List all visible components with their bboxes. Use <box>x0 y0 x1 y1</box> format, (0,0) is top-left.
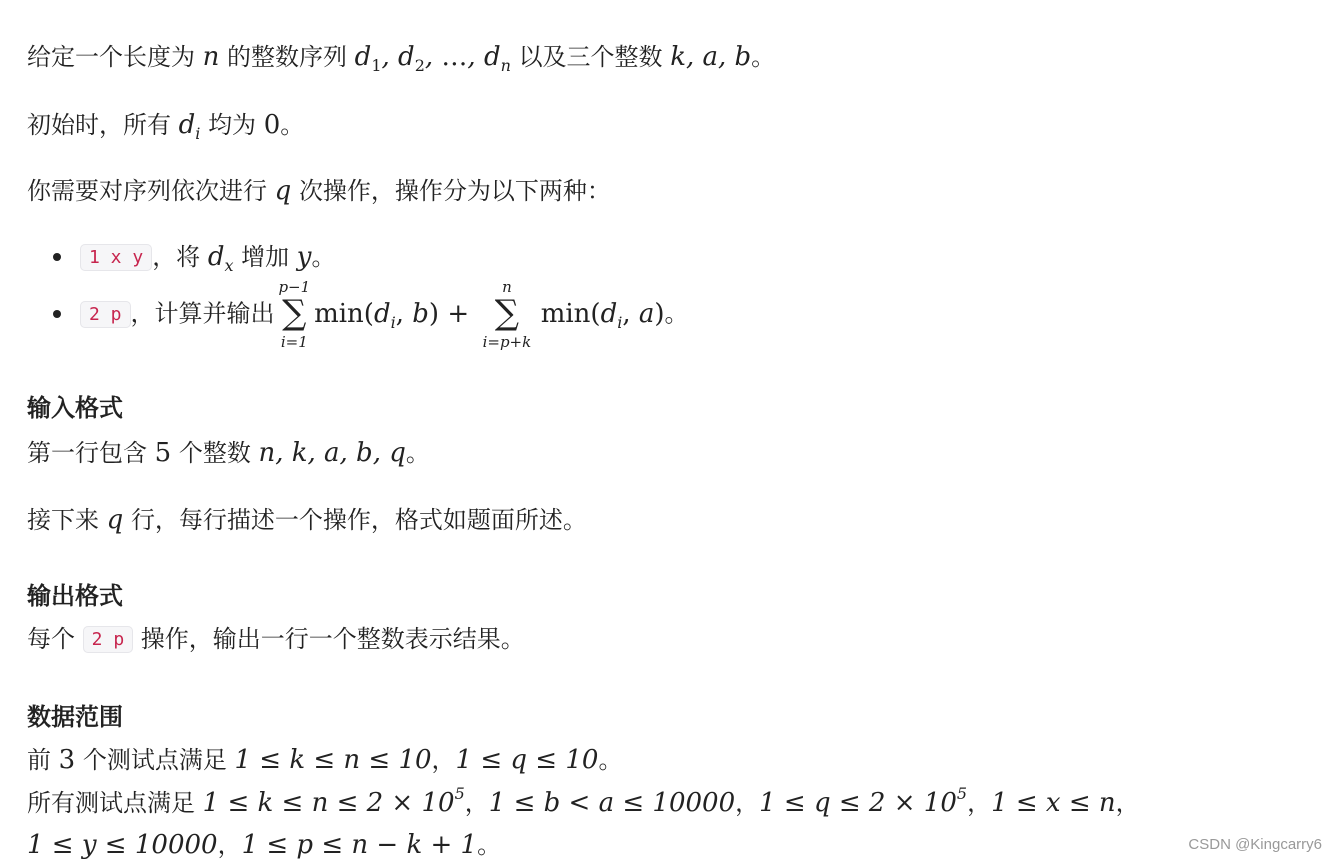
text: ， <box>967 789 992 817</box>
math-expr: 1 ≤ q ≤ 10 <box>455 745 599 775</box>
math-expr: 1 ≤ y ≤ 10000 <box>27 830 218 860</box>
math-vars: n, k, a, b, q <box>258 438 406 468</box>
math-sequence: $d_1$, $d_2$, …, $d_n$ <box>354 42 511 75</box>
code-op1: 1 x y <box>80 244 152 271</box>
math-exp: 5 <box>956 784 968 803</box>
watermark: CSDN @Kingcarry6 <box>1188 836 1322 853</box>
text: 。 <box>751 43 776 71</box>
sum-lower: i=1 <box>280 333 308 351</box>
math-zero: 0 <box>263 110 281 140</box>
text: 。 <box>477 831 502 859</box>
text: 。 <box>280 111 305 139</box>
code-op2: 2 p <box>83 626 134 653</box>
sum-2: n ∑ i=p+k <box>495 296 519 333</box>
text: 个测试点满足 <box>82 746 227 774</box>
math-n: n <box>202 42 220 72</box>
text: 。 <box>664 299 689 328</box>
math-expr: 1 ≤ b < a ≤ 10000 <box>488 788 736 818</box>
min-label: min <box>314 298 364 329</box>
text: 给定一个长度为 <box>27 43 195 71</box>
text: 次操作，操作分为以下两种： <box>298 177 611 205</box>
text: 初始时，所有 <box>27 111 171 139</box>
math-min-2: $\min(d_i$, a) <box>540 298 665 332</box>
sum-lower: i=p+k <box>482 333 532 351</box>
text: 所有测试点满足 <box>27 789 195 817</box>
input-line-1 <box>27 440 430 466</box>
input-line-2 <box>27 507 587 533</box>
math-part: 1 ≤ q ≤ 2 × 10 <box>759 788 957 818</box>
text: 增加 <box>241 243 290 271</box>
output-line <box>27 627 525 651</box>
heading-output: 输出格式 <box>27 582 123 610</box>
range-line-3 <box>27 832 501 858</box>
text: 。 <box>405 439 430 467</box>
math-three: 3 <box>58 745 76 775</box>
text: 以及三个整数 <box>518 43 663 71</box>
sum-1: p−1 ∑ i=1 <box>282 296 306 333</box>
text: 。 <box>311 243 336 271</box>
text: 均为 <box>208 111 257 139</box>
math-dots: … <box>441 42 468 72</box>
math-min-1: $\min(d_i$, b) + <box>314 298 470 332</box>
text: 操作，输出一行一个整数表示结果。 <box>140 625 525 653</box>
text: 。 <box>598 746 623 774</box>
text: ， <box>735 789 760 817</box>
operation-2 <box>80 278 689 351</box>
sum-upper: p−1 <box>278 278 311 296</box>
range-line-2 <box>27 784 1140 818</box>
math-y: y <box>296 242 312 272</box>
text: ， <box>1115 789 1140 817</box>
text: 你需要对序列依次进行 <box>27 177 267 205</box>
math-expr <box>759 784 968 818</box>
paragraph-initial <box>27 110 305 143</box>
heading-input: 输入格式 <box>27 394 123 422</box>
operation-1 <box>80 242 336 275</box>
math-expr: 1 ≤ p ≤ n − k + 1 <box>241 830 478 860</box>
math-part: 1 ≤ k ≤ n ≤ 2 × 10 <box>202 788 455 818</box>
bullet-icon <box>53 310 61 318</box>
min-label: min <box>540 298 591 329</box>
code-op2: 2 p <box>80 301 131 328</box>
math-exp: 5 <box>454 784 465 803</box>
math-expr <box>202 784 465 818</box>
text: 的整数序列 <box>227 43 348 71</box>
math-di: $d_i$ <box>178 110 201 143</box>
math-expr: 1 ≤ k ≤ n ≤ 10 <box>234 745 432 775</box>
math-expr: 1 ≤ x ≤ n <box>991 788 1116 818</box>
text: 接下来 <box>27 506 99 534</box>
math-q: q <box>274 176 292 206</box>
paragraph-intro <box>27 42 776 75</box>
math-q: q <box>106 505 124 535</box>
math-five: 5 <box>154 438 172 468</box>
text: 每个 <box>27 625 75 653</box>
paragraph-ops <box>27 178 611 204</box>
text: ，将 <box>152 243 201 271</box>
text: ， <box>464 789 489 817</box>
range-line-1 <box>27 747 622 773</box>
text: 第一行包含 <box>27 439 147 467</box>
text: ，计算并输出 <box>130 299 275 328</box>
math-dx: $d_x$ <box>207 242 234 275</box>
math-kab: k, a, b <box>670 42 752 72</box>
heading-range: 数据范围 <box>27 703 123 731</box>
text: ， <box>217 831 242 859</box>
sum-upper: n <box>502 278 512 296</box>
text: 前 <box>27 746 51 774</box>
text: ， <box>431 746 456 774</box>
bullet-icon <box>53 253 61 261</box>
text: 个整数 <box>178 439 251 467</box>
text: 行，每行描述一个操作，格式如题面所述。 <box>130 506 587 534</box>
